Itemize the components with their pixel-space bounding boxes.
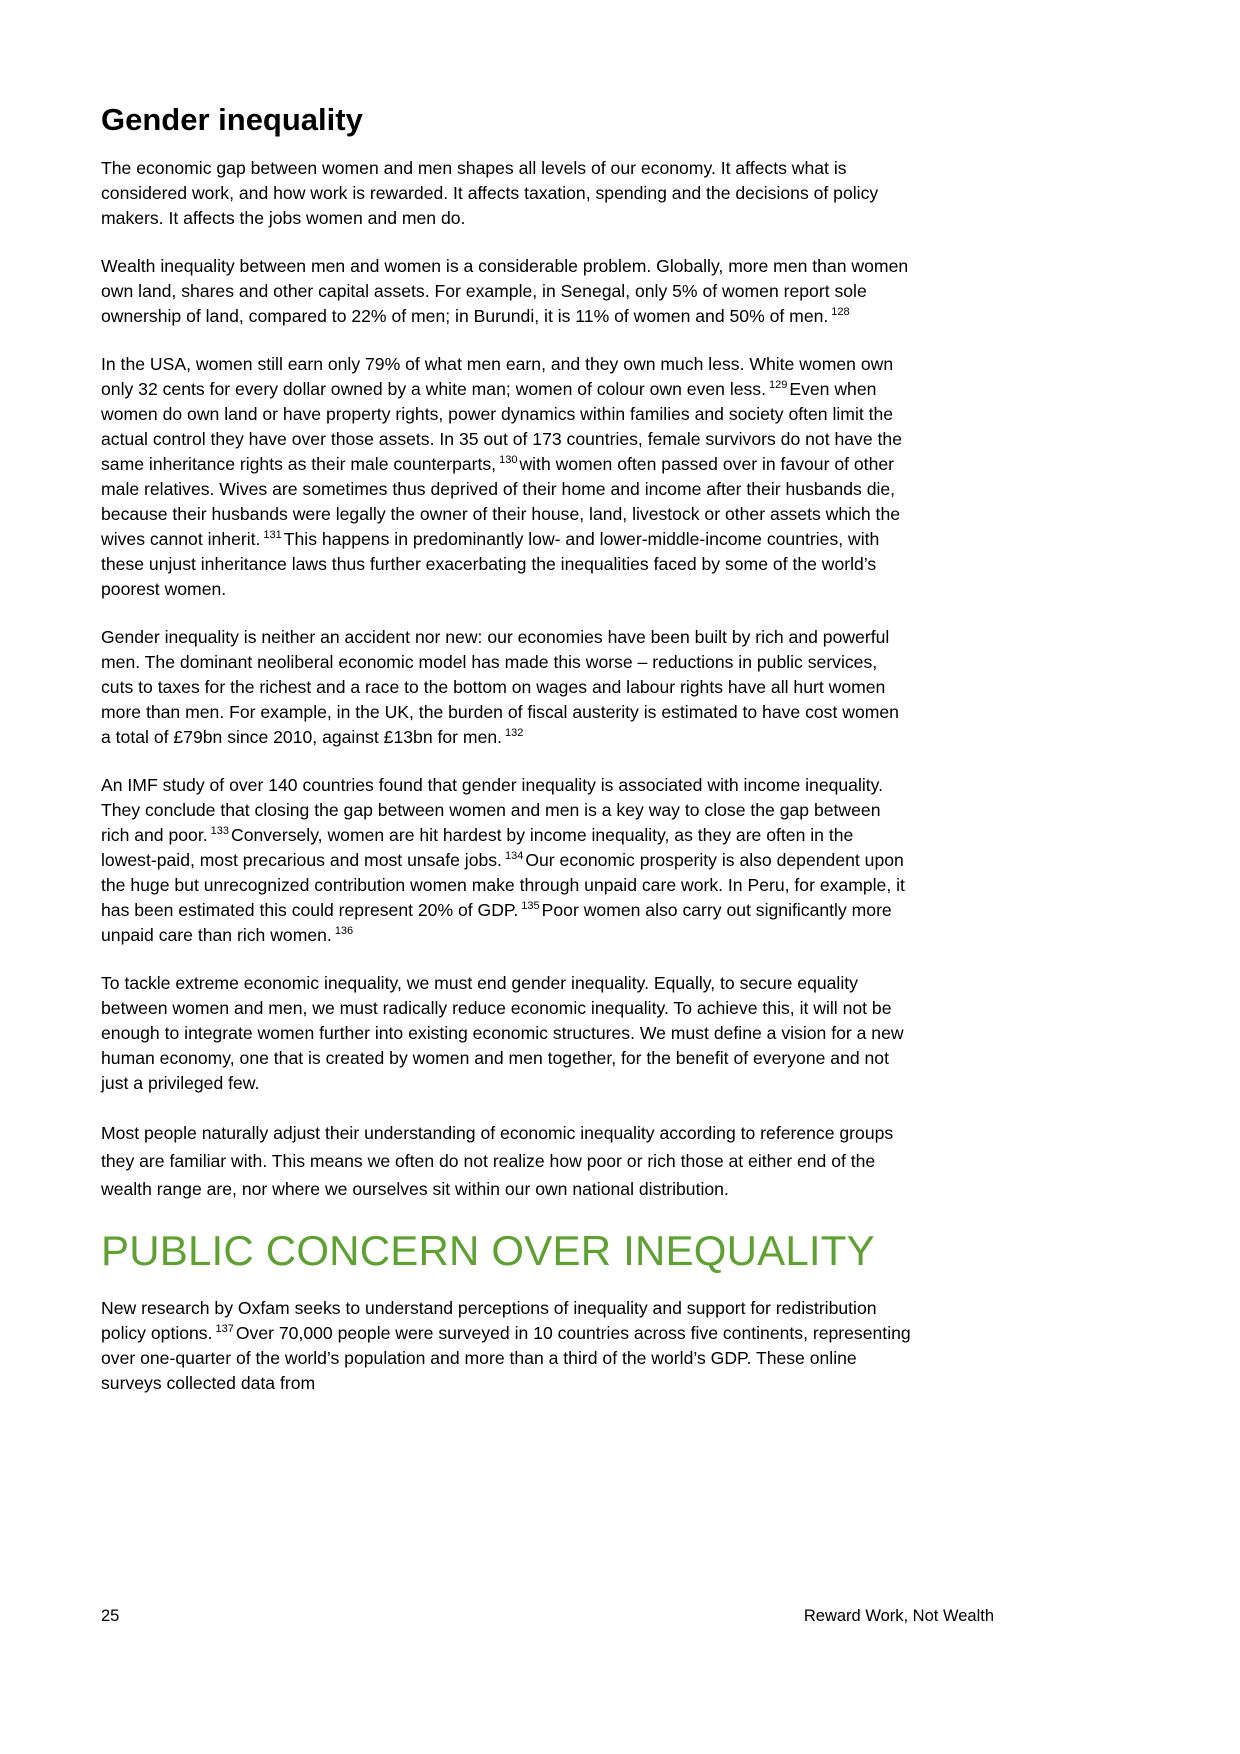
footnote-ref-133[interactable]: 133 bbox=[210, 825, 229, 837]
paragraph-text: Conversely, women are hit hardest by income inequality, as they are often in the lowest-paid, most precarious and most unsafe jobs. bbox=[101, 825, 854, 870]
footnote-ref-130[interactable]: 130 bbox=[499, 454, 518, 466]
paragraph-economic-gap: The economic gap between women and men shapes all levels of our economy. It affects what is considered work, and how work is rewarded. It affects taxation, spending and the decisions of policy makers. It affects the jobs women and men do. bbox=[101, 158, 879, 228]
paragraph-text: Wealth inequality between men and women is a considerable problem. Globally, more men than women own land, shares and other capital assets. For example, in Senegal, only 5% of women report sole ownership of land, compared to 22% of men; in Burundi, it is 11% of women and 50% of men. bbox=[101, 256, 909, 326]
document-title: Reward Work, Not Wealth bbox=[803, 1607, 994, 1625]
paragraph-text: An IMF study of over 140 countries found that gender inequality is associated with income inequality. They conclude that closing the gap between women and men is a key way to close the gap between rich and poor. bbox=[101, 775, 884, 845]
page-number: 25 bbox=[101, 1607, 120, 1625]
paragraph-wealth-inequality bbox=[101, 254, 911, 329]
footnote-ref-132[interactable]: 132 bbox=[505, 727, 524, 739]
footnote-ref-128[interactable]: 128 bbox=[831, 306, 850, 318]
paragraph-reference-groups: Most people naturally adjust their understanding of economic inequality according to reference groups they are familiar with. This means we often do not realize how poor or rich those at either end of the wealth range are, nor where we ourselves sit within our own national distribution. bbox=[101, 1123, 894, 1199]
footnote-ref-131[interactable]: 131 bbox=[263, 529, 282, 541]
paragraph-neoliberal-model bbox=[101, 625, 911, 750]
paragraph-text: Gender inequality is neither an accident nor new: our economies have been built by rich and powerful men. The dominant neoliberal economic model has made this worse – reductions in public services, cuts to taxes for the richest and a race to the bottom on wages and labour rights have all hurt women more than men. For example, in the UK, the burden of fiscal austerity is estimated to have cost women a total of £79bn since 2010, against £13bn for men. bbox=[101, 627, 899, 747]
paragraph-text: Over 70,000 people were surveyed in 10 countries across five continents, representing over one-quarter of the world’s population and more than a third of the world’s GDP. These online surveys collected data from bbox=[101, 1323, 911, 1393]
paragraph-imf-study bbox=[101, 773, 911, 948]
paragraph-text: Our economic prosperity is also dependent upon the huge but unrecognized contribution women make through unpaid care work. In Peru, for example, it has been estimated this could represent 20% of GDP. bbox=[101, 850, 905, 920]
footnote-ref-129[interactable]: 129 bbox=[769, 379, 788, 391]
paragraph-text: This happens in predominantly low- and lower-middle-income countries, with these unjust inheritance laws thus further exacerbating the inequalities faced by some of the world’s poorest women. bbox=[101, 529, 880, 599]
section-heading-public-concern: PUBLIC CONCERN OVER INEQUALITY bbox=[101, 1227, 875, 1274]
paragraph-text: Even when women do own land or have property rights, power dynamics within families and society often limit the actual control they have over those assets. In 35 out of 173 countries, female survivors do not have the same inheritance rights as their male counterparts, bbox=[101, 379, 902, 474]
paragraph-text: In the USA, women still earn only 79% of what men earn, and they own much less. White women own only 32 cents for every dollar owned by a white man; women of colour own even less. bbox=[101, 354, 894, 399]
document-body bbox=[101, 98, 911, 1419]
paragraph-text: with women often passed over in favour of other male relatives. Wives are sometimes thus deprived of their home and income after their husbands die, because their husbands were legally the owner of their house, land, livestock or other assets which the wives cannot inherit. bbox=[101, 454, 901, 549]
paragraph-text: New research by Oxfam seeks to understand perceptions of inequality and support for redistribution policy options. bbox=[101, 1298, 877, 1343]
paragraph-oxfam-research bbox=[101, 1296, 911, 1396]
footnote-ref-137[interactable]: 137 bbox=[215, 1323, 234, 1335]
paragraph-usa-earnings bbox=[101, 352, 911, 602]
paragraph-text: Poor women also carry out significantly more unpaid care than rich women. bbox=[101, 900, 892, 945]
paragraph-tackle-inequality: To tackle extreme economic inequality, we must end gender inequality. Equally, to secure equality between women and men, we must radically reduce economic inequality. To achieve this, it will not be enough to integrate women further into existing economic structures. We must define a vision for a new human economy, one that is created by women and men together, for the benefit of everyone and not just a privileged few. bbox=[101, 973, 904, 1093]
section-heading-gender-inequality: Gender inequality bbox=[101, 102, 363, 137]
footnote-ref-134[interactable]: 134 bbox=[504, 850, 524, 862]
footnote-ref-136[interactable]: 136 bbox=[334, 925, 354, 937]
footnote-ref-135[interactable]: 135 bbox=[521, 900, 540, 912]
